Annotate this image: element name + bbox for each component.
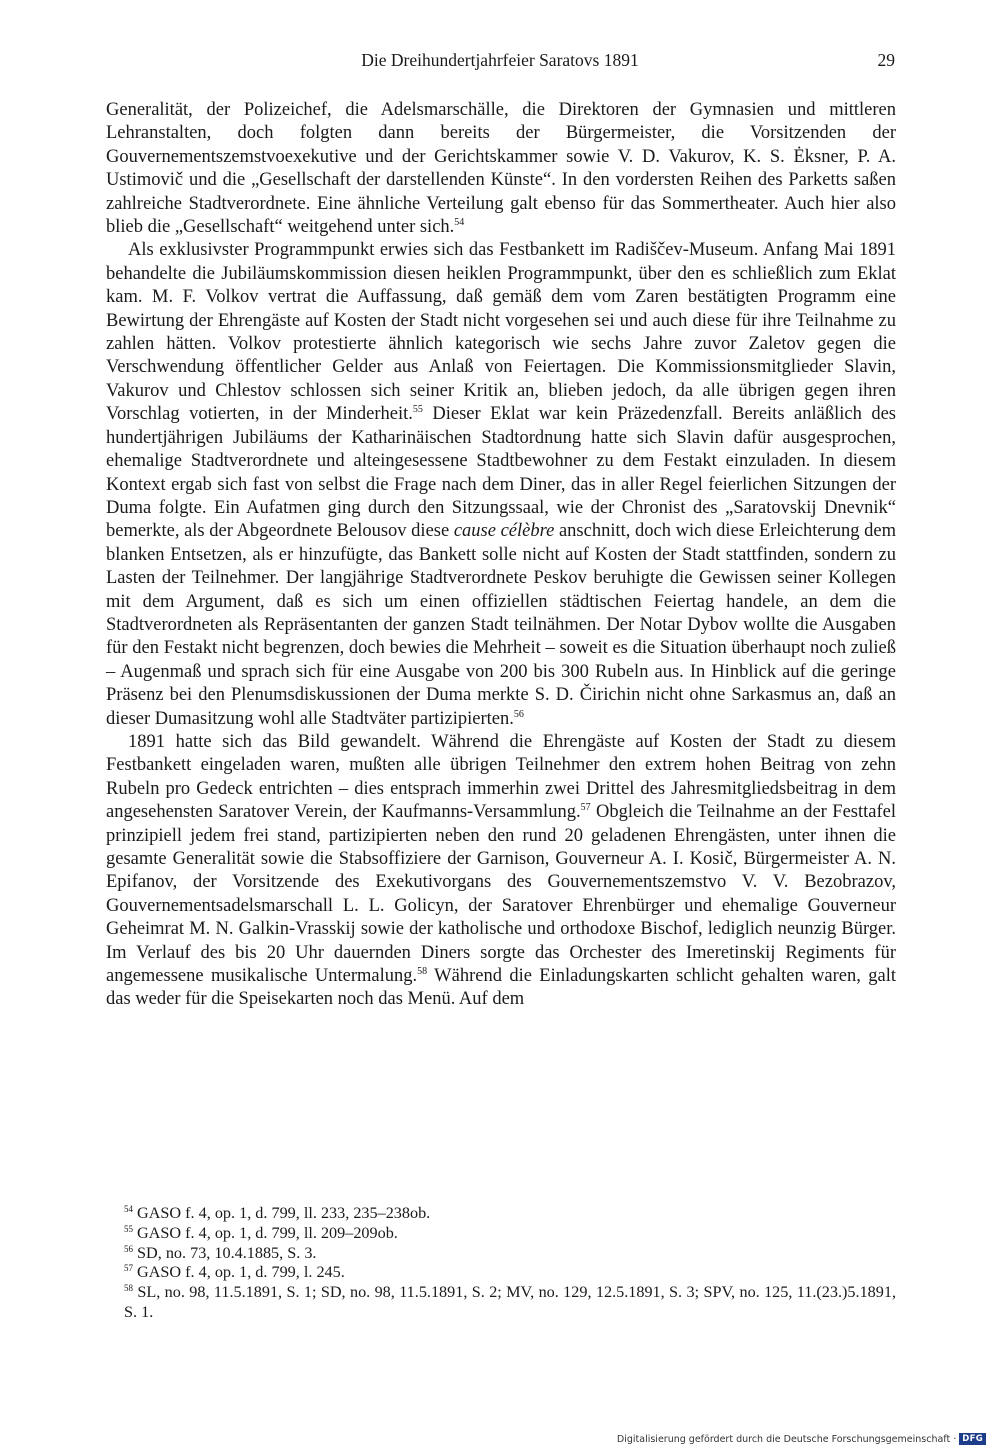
running-header	[105, 50, 895, 78]
footnotes	[106, 1204, 896, 1323]
footnote-marker: 56	[513, 708, 524, 720]
footnote-number: 54	[124, 1204, 133, 1214]
footnote-marker: 54	[454, 217, 465, 229]
text-run: 1891 hatte sich das Bild gewandelt. Während die Ehrengäste auf Kosten der Stadt zu diesem Festbankett eingeladen waren, mußten alle übrigen Teilnehmer den extrem hohen Beitrag von zehn Rubeln pro Gedeck entrichten – dies entsprach immerhin zwei Drittel des Jahresmitgliedsbeitrag in dem angesehensten Saratover Verein, der Kaufmanns-Versammlung.	[106, 731, 896, 823]
footnote	[106, 1244, 896, 1264]
footnote-text: GASO f. 4, op. 1, d. 799, ll. 209–209ob.	[133, 1223, 398, 1242]
italic-phrase: cause célèbre	[453, 521, 555, 542]
footnote-text: SD, no. 73, 10.4.1885, S. 3.	[133, 1243, 317, 1262]
page-number: 29	[877, 50, 895, 70]
footnote	[106, 1224, 896, 1244]
footnote-number: 56	[124, 1243, 133, 1254]
footnote	[106, 1283, 896, 1323]
text-run: Generalität, der Polizeichef, die Adelsmarschälle, die Direktoren der Gymnasien und mittleren Lehranstalten, doch folgten dann bereits der Bürgermeister, die Vorsitzenden der Gouvernementszemstvoexekutive und der Gerichtskammer sowie V. D. Vakurov, K. S. Ėksner, P. A. Ustimovič und die „Gesellschaft der darstellenden Künste“. In den vordersten Reihen des Parketts saßen zahlreiche Stadtverordnete. Eine ähnliche Verteilung galt ebenso für das Sommertheater. Auch hier also blieb die „Gesellschaft“ weitgehend unter sich.	[106, 100, 896, 238]
footnote-text: SL, no. 98, 11.5.1891, S. 1; SD, no. 98, 11.5.1891, S. 2; MV, no. 129, 12.5.1891, S. 3; SPV, no. 125, 11.(23.)5.1891, S. 1.	[124, 1283, 896, 1321]
paragraph	[106, 99, 896, 239]
footnote-text: GASO f. 4, op. 1, d. 799, ll. 233, 235–238ob.	[133, 1204, 431, 1222]
dfg-logo-icon: DFG	[959, 1433, 986, 1445]
text-run: anschnitt, doch wich diese Erleichterung dem blanken Entsetzen, als er hinzufügte, das Bankett solle nicht auf Kosten der Stadt stattfinden, sondern zu Lasten der Teilnehmer. Der langjährige Stadtverordnete Peskov beruhigte die Gewissen seiner Kollegen mit dem Argument, daß es sich um einen offiziellen städtischen Feiertag handele, an dem die Stadtverordneten als Repräsentanten der ganzen Stadt teilnähmen. Der Notar Dybov wollte die Ausgaben für den Festakt nicht begrenzen, doch bewies die Mehrheit – soweit es die Situation überhaupt noch zuließ – Augenmaß und sprach sich für eine Ausgabe von 200 bis 300 Rubeln aus. In Hinblick auf die geringe Präsenz bei den Plenumsdiskussionen der Duma merkte S. D. Čirichin nicht ohne Sarkasmus an, daß an dieser Dumasitzung wohl alle Stadtväter partizipierten.	[106, 521, 896, 729]
text-run: Dieser Eklat war kein Präzedenzfall. Bereits anläßlich des hundertjährigen Jubiläums der Katharinäischen Stadtordnung hatte sich Slavin dafür ausgesprochen, ehemalige Stadtverordnete und alteingesessene Stadtbewohner zu dem Festakt einzuladen. In diesem Kontext ergab sich fast von selbst die Frage nach dem Diner, das in aller Regel feierlichen Sitzungen der Duma folgte. Ein Aufatmen ging durch den Sitzungssaal, wie der Chronist des „Saratovskij Dnevnik“ bemerkte, als der Abgeordnete Belousov diese	[106, 404, 896, 542]
footnote	[106, 1263, 896, 1283]
footnote-marker: 58	[417, 966, 428, 978]
footnote-number: 58	[124, 1283, 133, 1294]
footnote-marker: 57	[580, 802, 591, 814]
text-run: Während die Einladungskarten schlicht gehalten waren, galt das weder für die Speisekarten noch das Menü. Auf dem	[106, 966, 896, 1010]
footnote-text: GASO f. 4, op. 1, d. 799, l. 245.	[133, 1263, 345, 1282]
footnote	[106, 1204, 896, 1224]
footnote-marker: 55	[412, 404, 423, 416]
text-run: Obgleich die Teilnahme an der Festtafel prinzipiell jedem frei stand, partizipierten neben den rund 20 geladenen Ehrengästen, unter ihnen die gesamte Generalität sowie die Stabsoffiziere der Garnison, Gouverneur A. I. Kosič, Bürgermeister A. N. Epifanov, der Vorsitzende des Exekutivorgans des Gouvernementszemstvo V. V. Bezobrazov, Gouvernementsadelsmarschall L. L. Golicyn, der Saratover Ehrenbürger und ehemalige Gouverneur Geheimrat M. N. Galkin-Vrasskij sowie der katholische und orthodoxe Bischof, lediglich neunzig Bürger. Im Verlauf des bis 20 Uhr dauernden Diners sorgte das Orchester des Imeretinskij Regiments für angemessene musikalische Untermalung.	[106, 802, 896, 987]
main-text	[106, 99, 896, 1012]
text-run: Als exklusivster Programmpunkt erwies sich das Festbankett im Radiščev-Museum. Anfang Mai 1891 behandelte die Jubiläumskommission diesen heiklen Programmpunkt, über den es schließlich zum Eklat kam. M. F. Volkov vertrat die Auffassung, daß gemäß dem vom Zaren bestätigten Programm eine Bewirtung der Ehrengäste auf Kosten der Stadt nicht vorgesehen sei und auch diese für ihre Teilnahme zu zahlen hätten. Volkov protestierte ähnlich kategorisch wie sechs Jahre zuvor Zaletov gegen die Verschwendung öffentlicher Gelder aus Anlaß von Feiertagen. Die Kommissionsmitglieder Slavin, Vakurov und Chlestov schlossen sich seiner Kritik an, blieben jedoch, da alle übrigen gegen ihren Vorschlag votierten, in der Minderheit.	[106, 240, 896, 425]
running-title: Die Dreihundertjahrfeier Saratovs 1891	[361, 50, 639, 70]
paragraph	[106, 239, 896, 731]
paragraph	[106, 731, 896, 1012]
dfg-credit-text: Digitalisierung gefördert durch die Deutsche Forschungsgemeinschaft	[616, 1433, 951, 1445]
footnote-number: 57	[124, 1263, 133, 1274]
dfg-credit: Digitalisierung gefördert durch die Deutsche Forschungsgemeinschaft · DFG	[617, 1433, 986, 1445]
footnote-number: 55	[124, 1223, 133, 1234]
